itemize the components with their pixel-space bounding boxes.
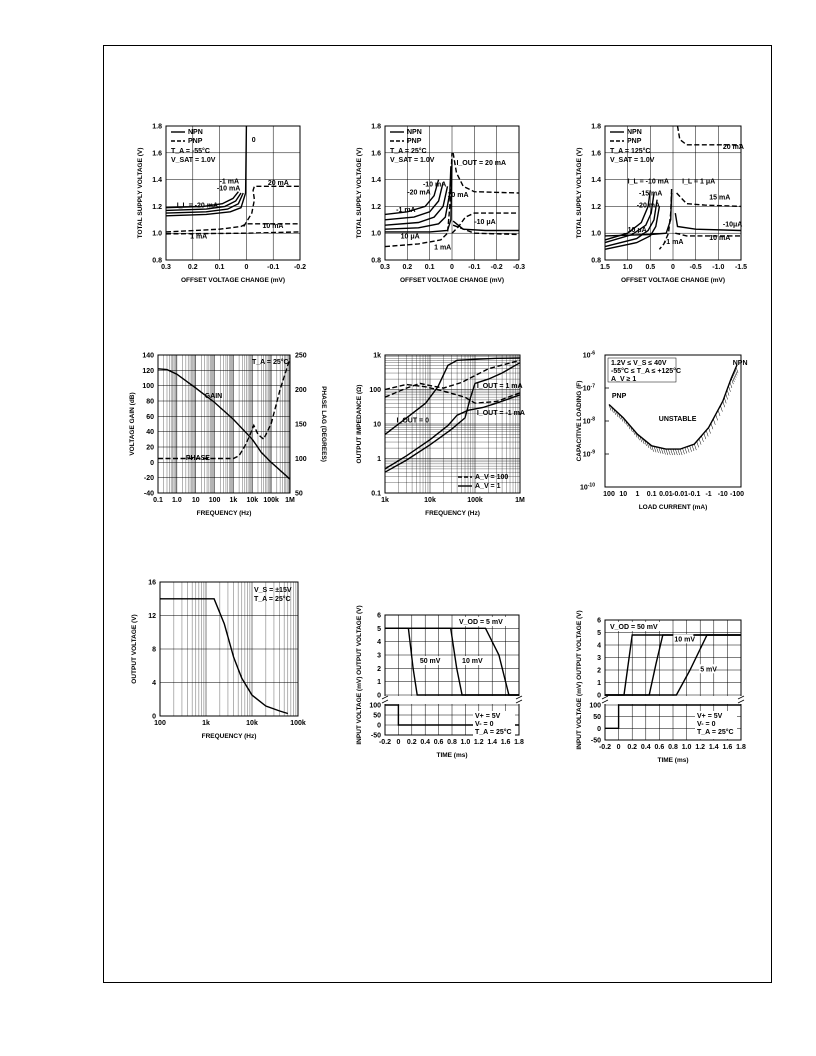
p1-xtick: -0.2 <box>293 264 307 271</box>
p2-xtick: 0 <box>450 264 454 271</box>
p5-xtick: 1M <box>515 497 525 504</box>
p2-annotation: 10 μA <box>400 233 420 241</box>
p2-series-line <box>385 166 451 229</box>
p6-hatch <box>731 378 733 384</box>
p3-annotation: -20 mA <box>636 202 661 210</box>
p7-ytick: 16 <box>148 579 156 587</box>
p1-xtick: 0.1 <box>214 264 225 271</box>
p9-annotation: 5 mV <box>700 666 717 674</box>
p6-hatch <box>666 449 668 455</box>
p2-ytick: 1.2 <box>371 203 381 211</box>
p8-ytick: 3 <box>377 652 381 660</box>
p1-xtick: 0 <box>244 264 249 271</box>
p8-xtick: 1.6 <box>500 739 511 746</box>
p8-ytick: 1 <box>377 679 381 687</box>
p4-ytick: 20 <box>146 444 154 452</box>
p8-annotation: 10 mV <box>462 658 483 665</box>
p6-note: 1.2V ≤ V_S ≤ 40V <box>611 360 667 367</box>
p2-xtick: -0.2 <box>490 264 503 271</box>
p4-y2tick: 150 <box>295 421 307 429</box>
p8-ytick: 0 <box>377 692 381 700</box>
p2-xtick: 0.1 <box>424 264 435 271</box>
p4-ytick: 0 <box>150 459 154 467</box>
p4-annotation: PHASE <box>185 455 210 463</box>
p6-hatch <box>720 406 722 412</box>
p1-xtick: -0.1 <box>267 264 280 271</box>
p6-xtick: 0.1 <box>646 491 657 498</box>
p6-hatch <box>711 423 713 429</box>
p3-ytick: 1.4 <box>591 177 601 185</box>
p6-hatch <box>730 382 732 388</box>
p6-hatch <box>727 390 729 396</box>
p2-legend-label: PNP <box>407 138 422 145</box>
p5-xtick: 100k <box>467 497 483 504</box>
p6-hatch <box>713 419 715 425</box>
p6-hatch <box>709 428 711 434</box>
p4-ytick: -40 <box>143 490 154 498</box>
p6-xtick: -100 <box>729 491 745 498</box>
p8-xtick: 1.0 <box>460 739 471 746</box>
p7-ytick: 0 <box>152 713 156 721</box>
p2-ytick: 1.0 <box>371 230 381 238</box>
p6-ytick: $10^{-8}$ <box>582 416 595 426</box>
p9-axis-break <box>602 696 744 704</box>
p5-series-line <box>385 360 520 397</box>
p2-series-line <box>453 153 519 193</box>
p2-annotation: -10 μA <box>474 218 496 226</box>
p2-note: T_A = 25°C <box>390 148 427 155</box>
p5-annotation: I_OUT = -1 mA <box>476 410 525 418</box>
p2-annotation: -1 mA <box>396 206 416 214</box>
p8-note: V- = 0 <box>475 721 494 728</box>
p2-xtick: -0.3 <box>512 264 526 271</box>
p9-ytick: 0 <box>597 725 601 733</box>
p6-ytick: $10^{-6}$ <box>582 350 595 360</box>
p7-ytick: 8 <box>152 646 156 654</box>
p7-xtick: 100k <box>290 720 306 727</box>
p6-hatch <box>687 447 689 453</box>
p9-xtick: 1.0 <box>681 744 692 751</box>
p1-ytick: 1.0 <box>152 230 162 238</box>
p2-annotation: I_OUT = 20 mA <box>456 159 507 167</box>
p6-hatch <box>692 445 694 451</box>
p8-xtick: 0.2 <box>406 739 417 746</box>
p4-ylabel: VOLTAGE GAIN (dB) <box>129 392 136 456</box>
p8-note: V+ = 5V <box>475 713 501 720</box>
p7-ytick: 12 <box>148 613 156 620</box>
p4-ytick: 120 <box>142 367 154 375</box>
p6-hatch <box>678 449 680 455</box>
p9-xtick: 0.4 <box>640 744 651 751</box>
p3-xtick: -0.5 <box>689 264 702 271</box>
p1-legend-label: PNP <box>188 138 203 145</box>
p4-xtick: 100 <box>208 497 221 504</box>
p6-xtick: 1 <box>635 491 640 498</box>
p9-ytick: 0 <box>597 692 601 700</box>
p1-plot-area <box>166 126 300 260</box>
p8-annotation: 50 mV <box>419 658 441 665</box>
p2-xlabel: OFFSET VOLTAGE CHANGE (mV) <box>399 277 505 284</box>
p2-ytick: 1.8 <box>371 123 381 131</box>
p6-hatch <box>723 401 725 407</box>
p8-xtick: 0 <box>396 739 401 746</box>
p1-annotation: I_L = -20 mA <box>176 202 219 210</box>
p8-note: V_OD = 5 mV <box>459 619 503 626</box>
p1-xtick: 0.3 <box>161 264 171 271</box>
p6-ytick: $10^{-7}$ <box>582 383 595 393</box>
p1-xlabel: OFFSET VOLTAGE CHANGE (mV) <box>180 277 286 284</box>
p1-annotation: 0 <box>251 137 256 145</box>
p6-xlabel: LOAD CURRENT (mA) <box>638 504 708 511</box>
p9-xtick: 0.2 <box>627 744 638 751</box>
p3-ytick: 1.0 <box>591 230 601 238</box>
p1-ytick: 1.8 <box>152 123 162 131</box>
p6-hatch <box>675 449 677 455</box>
p7-xtick: 1k <box>202 720 210 727</box>
p1-legend-label: NPN <box>188 129 203 136</box>
p6-hatch <box>718 410 720 416</box>
p4-y2tick: 200 <box>295 387 307 394</box>
p6-hatch <box>733 374 735 380</box>
p6-note: A_V ≥ 1 <box>611 376 637 383</box>
p9-xtick: 1.6 <box>722 744 733 751</box>
p6-hatch <box>680 449 682 455</box>
p6-xtick: 10 <box>619 491 628 498</box>
p4-y2label: PHASE LAG (DEGREES) <box>320 386 327 462</box>
p3-ytick: 1.8 <box>591 123 601 131</box>
p8-ytick: 100 <box>369 702 381 710</box>
p3-note: V_SAT = 1.0V <box>610 157 655 164</box>
p7-xtick: 100 <box>154 720 166 727</box>
p3-note: T_A = 125°C <box>610 148 651 155</box>
p8-xtick: 1.2 <box>473 739 484 746</box>
p6-annotation: PNP <box>611 392 627 400</box>
p8-xtick: -0.2 <box>378 739 392 746</box>
p2-annotation: 10 mA <box>447 192 469 200</box>
p6-hatch <box>706 430 708 436</box>
p4-y2tick: 100 <box>295 456 307 463</box>
p1-ytick: 1.6 <box>152 150 162 158</box>
p9-xtick: 0 <box>616 744 621 751</box>
p6-xtick: 0.01 <box>659 491 673 498</box>
p3-xtick: -1.0 <box>712 264 725 271</box>
p1-ylabel: TOTAL SUPPLY VOLTAGE (V) <box>137 147 144 239</box>
p9-ytick: 6 <box>597 617 601 625</box>
p3-annotation: -15 mA <box>639 190 663 198</box>
p9-xtick: 0.8 <box>668 744 678 751</box>
p6-annotation: NPN <box>732 359 748 367</box>
p3-xlabel: OFFSET VOLTAGE CHANGE (mV) <box>620 277 726 284</box>
p7-ylabel: OUTPUT VOLTAGE (V) <box>131 614 138 684</box>
p4-annotation: GAIN <box>204 392 223 400</box>
p3-series-line <box>675 233 741 236</box>
p8-ytick: -50 <box>370 732 381 740</box>
p5-ytick: 0.1 <box>371 490 381 498</box>
p3-xtick: 1.5 <box>600 264 610 271</box>
p5-ytick: 1 <box>377 456 381 463</box>
p4-xtick: 0.1 <box>153 497 163 504</box>
p6-hatch <box>735 369 737 375</box>
p8-xtick: 0.6 <box>433 739 444 746</box>
p7-note: V_S = ±15V <box>254 587 292 594</box>
p3-xtick: -1.5 <box>734 264 748 271</box>
p9-ytick: 1 <box>597 680 601 687</box>
p8-xtick: 0.4 <box>420 739 431 746</box>
p4-y2tick: 50 <box>295 490 303 498</box>
p9-ytick: 5 <box>597 630 601 637</box>
p1-note: V_SAT = 1.0V <box>171 157 216 164</box>
p5-ytick: 1k <box>373 352 381 360</box>
p3-annotation: 10 μA <box>627 226 647 234</box>
p6-hatch <box>724 397 726 403</box>
p5-annotation: I_OUT = 1 mA <box>476 383 523 391</box>
p9-ytick: 3 <box>597 655 601 662</box>
p3-series-line <box>678 126 742 145</box>
p6-hatch <box>671 449 673 455</box>
p9-ytick: 100 <box>589 702 601 710</box>
p3-annotation: 10 mA <box>709 234 731 242</box>
p9-ytick: -50 <box>590 737 601 745</box>
p6-hatch <box>726 394 728 400</box>
p8-axis-break <box>382 696 522 704</box>
p5-legend-label: A_V = 1 <box>475 483 501 490</box>
p5-ytick: 100 <box>369 387 381 394</box>
p9-note: V- = 0 <box>697 721 716 728</box>
p6-xtick: -1 <box>705 491 712 498</box>
p6-hatch <box>701 436 703 442</box>
p6-xtick: -0.1 <box>688 491 701 498</box>
p8-xtick: 1.4 <box>487 739 498 746</box>
p6-hatch <box>699 439 701 445</box>
p9-ytick: 2 <box>597 667 601 675</box>
p2-xtick: 0.2 <box>402 264 413 271</box>
p9-annotation: 10 mV <box>674 636 695 644</box>
p2-annotation: -20 mA <box>407 189 431 197</box>
p3-xtick: 1.0 <box>622 264 633 271</box>
p6-ylabel: CAPACITIVE LOADING (F) <box>576 380 583 462</box>
p1-series-line <box>166 232 300 234</box>
p6-hatch <box>732 376 734 382</box>
p9-note: T_A = 25°C <box>697 729 734 736</box>
p6-annotation: UNSTABLE <box>658 416 697 423</box>
p5-xlabel: FREQUENCY (Hz) <box>425 510 480 517</box>
p2-ytick: 0.8 <box>371 257 381 265</box>
p1-annotation: 10 mA <box>262 222 284 230</box>
p8-ytick: 6 <box>377 612 381 620</box>
p3-ytick: 1.2 <box>591 203 601 211</box>
p9-ytick: 50 <box>593 714 601 722</box>
p4-xlabel: FREQUENCY (Hz) <box>196 510 252 517</box>
p5-series-line <box>385 395 520 469</box>
p4-ytick: 140 <box>142 352 154 360</box>
p4-ytick: 100 <box>142 383 154 391</box>
p3-ylabel: TOTAL SUPPLY VOLTAGE (V) <box>576 147 583 239</box>
p2-ylabel: TOTAL SUPPLY VOLTAGE (V) <box>356 147 363 239</box>
p8-ytick: 2 <box>377 665 381 673</box>
p3-ytick: 0.8 <box>591 257 601 265</box>
p5-legend-label: A_V = 100 <box>475 474 509 481</box>
p9-xtick: 1.4 <box>708 744 719 751</box>
p9-ytick: 4 <box>597 642 601 650</box>
p1-ytick: 1.2 <box>152 203 162 211</box>
p4-ytick: 60 <box>146 413 154 421</box>
p9-xtick: -0.2 <box>598 744 612 751</box>
p4-xtick: 10 <box>191 497 200 504</box>
p8-note: T_A = 25°C <box>475 729 512 736</box>
p2-note: V_SAT = 1.0V <box>390 157 435 164</box>
p6-hatch <box>694 444 696 450</box>
p5-xtick: 1k <box>381 497 389 504</box>
p4-ytick: 80 <box>146 398 154 406</box>
p2-ytick: 1.6 <box>371 150 381 158</box>
p4-ytick: -20 <box>143 475 154 483</box>
p6-ytick: $10^{-10}$ <box>579 482 595 492</box>
p3-annotation: 15 mA <box>709 194 731 202</box>
p6-hatch <box>668 449 670 455</box>
p7-series-line <box>160 599 288 714</box>
p2-annotation: 1 mA <box>434 244 452 252</box>
p8-ytick: 0 <box>377 722 381 730</box>
p7-xtick: 10k <box>246 720 258 727</box>
p5-xtick: 10k <box>424 497 436 504</box>
p9-note: V_OD = 50 mV <box>610 624 658 631</box>
p5-ylabel: OUTPUT IMPEDANCE (Ω) <box>356 384 363 464</box>
p4-xtick: 10k <box>246 497 259 504</box>
p7-ytick: 4 <box>152 680 156 687</box>
p6-hatch <box>682 448 684 454</box>
p8-xtick: 1.8 <box>514 739 524 746</box>
p1-annotation: -1 mA <box>219 178 240 186</box>
p1-note: T_A = -55°C <box>171 148 210 155</box>
p4-xtick: 1M <box>285 497 295 504</box>
p3-xtick: 0.5 <box>645 264 656 271</box>
p6-xtick: 100 <box>603 491 615 498</box>
p9-note: V+ = 5V <box>697 713 723 720</box>
p8-ytick: 5 <box>377 625 381 633</box>
p9-xlabel: TIME (ms) <box>657 757 689 764</box>
p3-xtick: 0 <box>671 264 675 271</box>
p1-annotation: 20 mA <box>267 179 289 187</box>
p6-hatch <box>734 372 736 378</box>
p3-legend-label: PNP <box>627 138 642 145</box>
p3-annotation: I_L = -10 mA <box>627 178 669 186</box>
p3-annotation: -10μA <box>722 221 743 229</box>
p3-annotation: -1 mA <box>663 238 684 246</box>
p2-xtick: -0.1 <box>468 264 481 271</box>
p8-xlabel: TIME (ms) <box>436 752 468 759</box>
p9-xtick: 1.2 <box>695 744 706 751</box>
p6-xtick: -0.01 <box>672 491 689 498</box>
p2-xtick: 0.3 <box>380 264 390 271</box>
p1-ytick: 0.8 <box>152 257 162 265</box>
p1-annotation: -10 mA <box>216 185 241 193</box>
p9-xtick: 0.6 <box>654 744 665 751</box>
p6-hatch <box>673 449 675 455</box>
p6-hatch <box>736 367 738 373</box>
p9-ylabel: INPUT VOLTAGE (mV) OUTPUT VOLTAGE (V) <box>576 610 583 750</box>
p2-ytick: 1.4 <box>371 177 381 185</box>
p8-ytick: 4 <box>377 639 381 647</box>
p6-hatch <box>685 447 687 453</box>
p8-xtick: 0.8 <box>447 739 457 746</box>
p6-hatch <box>697 441 699 447</box>
p6-ytick: $10^{-9}$ <box>582 449 595 459</box>
p3-annotation: 20 mA <box>722 143 744 151</box>
p6-hatch <box>704 433 706 439</box>
p1-xtick: 0.2 <box>187 264 198 271</box>
p8-ytick: 50 <box>373 712 381 720</box>
p3-legend-label: NPN <box>627 129 642 136</box>
p2-annotation: -10 mA <box>422 181 447 189</box>
p7-xlabel: FREQUENCY (Hz) <box>201 733 257 740</box>
p3-annotation: I_L = 1 μA <box>682 178 716 186</box>
p9-xtick: 1.8 <box>736 744 746 751</box>
p4-xtick: 100k <box>263 497 279 504</box>
p1-ytick: 1.4 <box>152 177 162 185</box>
p3-ytick: 1.6 <box>591 150 601 158</box>
p4-xtick: 1k <box>229 497 238 504</box>
p8-ylabel: INPUT VOLTAGE (mV) OUTPUT VOLTAGE (V) <box>356 605 363 745</box>
p5-annotation: I_OUT = 0 <box>396 417 429 425</box>
p6-hatch <box>690 446 692 452</box>
p6-hatch <box>716 414 718 420</box>
p1-annotation: 1 mA <box>190 233 208 241</box>
p7-note: T_A = 25°C <box>254 596 291 603</box>
p6-note: -55°C ≤ T_A ≤ +125°C <box>611 368 682 375</box>
p4-xtick: 1.0 <box>171 497 182 504</box>
p5-ytick: 10 <box>373 421 381 429</box>
p6-hatch <box>728 386 730 392</box>
p4-y2tick: 250 <box>295 352 307 360</box>
p4-note: T_A = 25°C <box>252 359 289 366</box>
p4-ytick: 40 <box>146 429 154 437</box>
p6-xtick: -10 <box>717 491 728 498</box>
p2-legend-label: NPN <box>407 129 422 136</box>
